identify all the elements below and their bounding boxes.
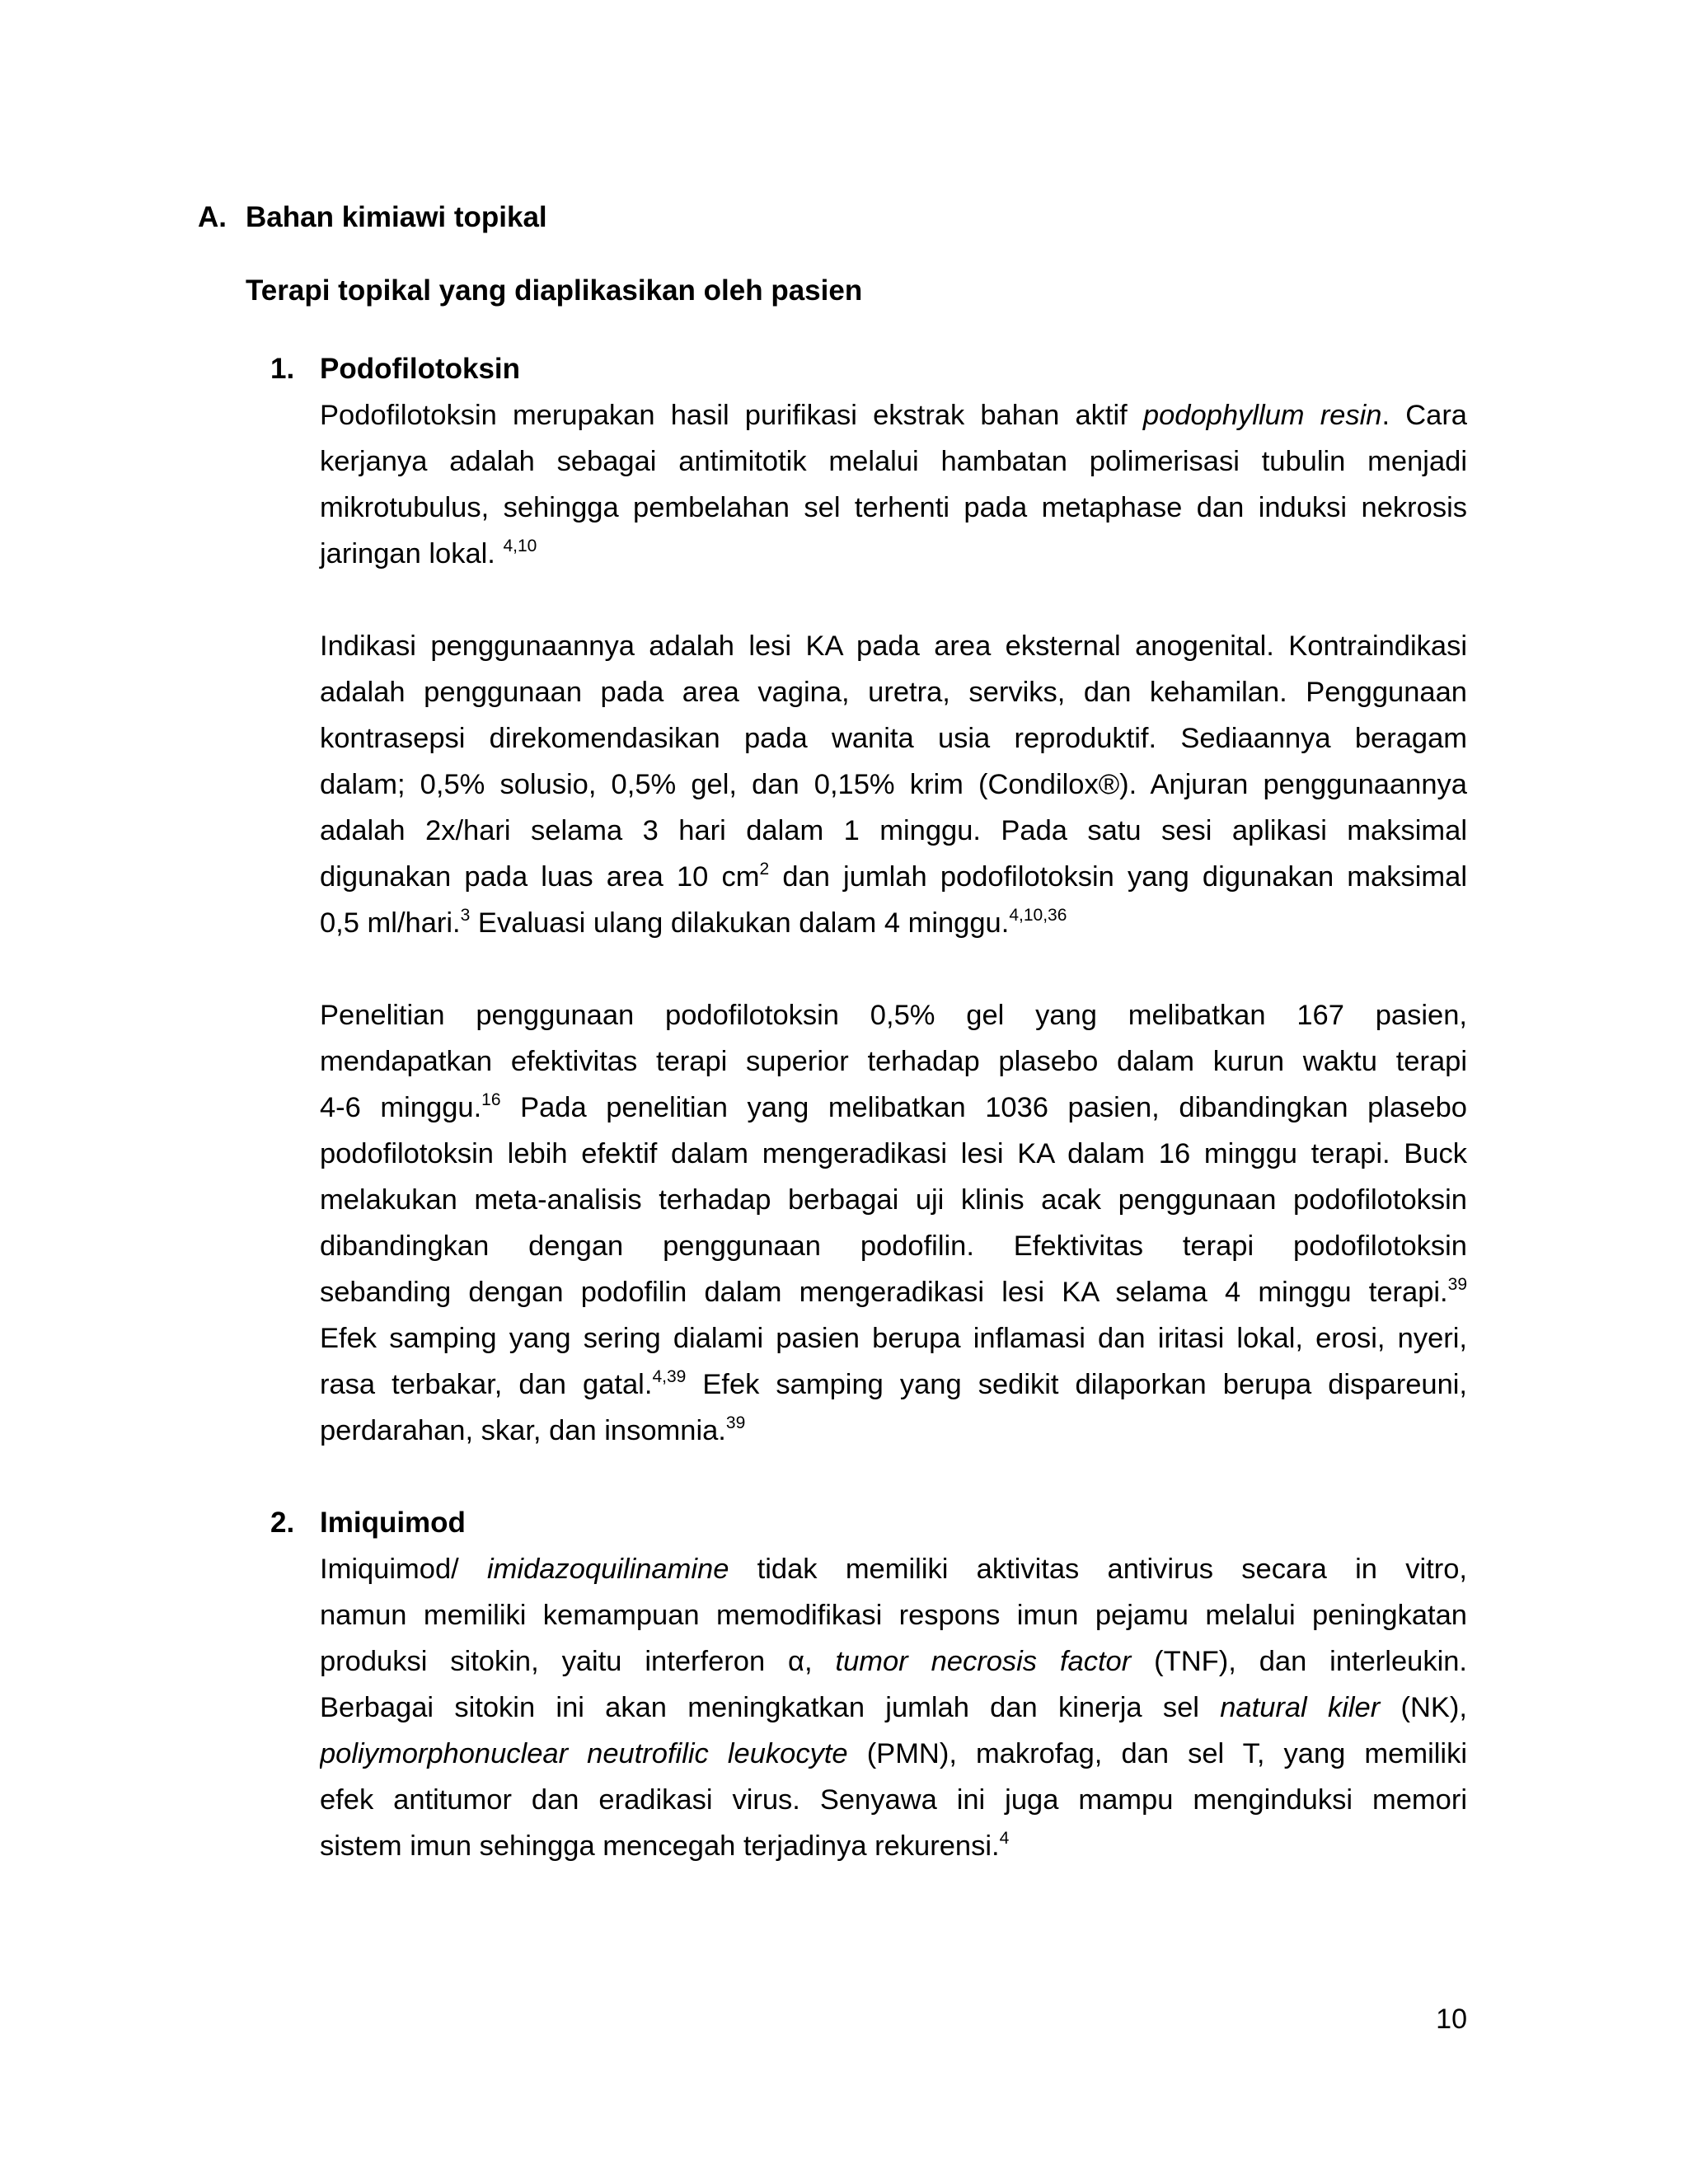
- italic-term: tumor necrosis factor: [835, 1646, 1132, 1677]
- text-line: dalam; 0,5% solusio, 0,5% gel, dan 0,15% krim (Condilox®). Anjuran penggunaannya: [320, 769, 1467, 800]
- text-line: produksi sitokin, yaitu interferon α, tumor necrosis factor (TNF), dan interleukin.: [320, 1646, 1467, 1677]
- citation-superscript: 39: [1447, 1274, 1467, 1294]
- text-line: Imiquimod/ imidazoquilinamine tidak memiliki aktivitas antivirus secara in vitro,: [320, 1554, 1467, 1585]
- citation-superscript: 4,10: [503, 536, 537, 555]
- text-line: efek antitumor dan eradikasi virus. Senyawa ini juga mampu menginduksi memori: [320, 1784, 1467, 1816]
- italic-term: natural kiler: [1220, 1692, 1381, 1723]
- text-line: Penelitian penggunaan podofilotoksin 0,5% gel yang melibatkan 167 pasien,: [320, 1000, 1467, 1031]
- text-line: adalah 2x/hari selama 3 hari dalam 1 minggu. Pada satu sesi aplikasi maksimal: [320, 815, 1467, 846]
- item-heading: Imiquimod: [320, 1507, 466, 1539]
- text-line: namun memiliki kemampuan memodifikasi respons imun pejamu melalui peningkatan: [320, 1600, 1467, 1631]
- citation-superscript: 2: [759, 859, 770, 879]
- text-line: Indikasi penggunaannya adalah lesi KA pada area eksternal anogenital. Kontraindikasi: [320, 630, 1467, 662]
- citation-superscript: 4: [999, 1828, 1010, 1848]
- text-line: 4-6 minggu.$^{16}$ Pada penelitian yang melibatkan 1036 pasien, dibandingkan plasebo: [320, 1090, 1467, 1123]
- italic-term: imidazoquilinamine: [487, 1554, 729, 1585]
- italic-term: podophyllum resin: [1142, 400, 1382, 431]
- section-marker: A.: [198, 201, 227, 233]
- citation-superscript: 39: [725, 1413, 746, 1432]
- paragraph: [320, 623, 1467, 946]
- text-line: dibandingkan dengan penggunaan podofilin. Efektivitas terapi podofilotoksin: [320, 1230, 1467, 1262]
- text-line: melakukan meta-analisis terhadap berbagai uji klinis acak penggunaan podofilotoksin: [320, 1184, 1467, 1216]
- subsection-title: Terapi topikal yang diaplikasikan oleh pasien: [246, 274, 863, 307]
- text-line: mikrotubulus, sehingga pembelahan sel terhenti pada metaphase dan induksi nekrosis: [320, 492, 1467, 523]
- item-heading: Podofilotoksin: [320, 353, 521, 385]
- paragraph: [320, 392, 1467, 577]
- paragraph: [320, 992, 1467, 1454]
- text-line: Efek samping yang sering dialami pasien berupa inflamasi dan iritasi lokal, erosi, nyeri,: [320, 1323, 1467, 1354]
- text-line: kontrasepsi direkomendasikan pada wanita usia reproduktif. Sediaannya beragam: [320, 723, 1467, 754]
- text-line: digunakan pada luas area 10 $cm^2$ dan jumlah podofilotoksin yang digunakan maksimal: [320, 859, 1467, 893]
- text-line: rasa terbakar, dan gatal.$^{4,39}$ Efek samping yang sedikit dilaporkan berupa dispareuni,: [320, 1366, 1467, 1400]
- item-number: 2.: [270, 1507, 295, 1539]
- italic-term: poliymorphonuclear neutrofilic leukocyte: [320, 1738, 848, 1769]
- text-line: 0,5 ml/hari.$^3$ Evaluasi ulang dilakukan dalam 4 minggu.$^{4,10,36}$: [320, 905, 1067, 939]
- text-line: sistem imun sehingga mencegah terjadinya rekurensi.$^4$: [320, 1828, 1010, 1862]
- text-line: jaringan lokal. $^{4,10}$: [320, 536, 537, 569]
- text-line: Berbagai sitokin ini akan meningkatkan jumlah dan kinerja sel natural kiler (NK),: [320, 1692, 1467, 1723]
- text-line: poliymorphonuclear neutrofilic leukocyte (PMN), makrofag, dan sel T, yang memiliki: [320, 1738, 1467, 1769]
- item-number: 1.: [270, 353, 295, 385]
- text-line: Podofilotoksin merupakan hasil purifikasi ekstrak bahan aktif podophyllum resin. Cara: [320, 400, 1467, 431]
- text-line: podofilotoksin lebih efektif dalam mengeradikasi lesi KA dalam 16 minggu terapi. Buck: [320, 1138, 1467, 1169]
- text-line: kerjanya adalah sebagai antimitotik melalui hambatan polimerisasi tubulin menjadi: [320, 446, 1467, 477]
- citation-superscript: 16: [481, 1090, 501, 1109]
- citation-superscript: 4,10,36: [1009, 905, 1067, 925]
- text-line: mendapatkan efektivitas terapi superior terhadap plasebo dalam kurun waktu terapi: [320, 1046, 1467, 1077]
- page-number: 10: [1436, 2004, 1467, 2035]
- citation-superscript: 3: [460, 905, 471, 925]
- section-title: Bahan kimiawi topikal: [246, 201, 547, 233]
- text-line: adalah penggunaan pada area vagina, uretra, serviks, dan kehamilan. Penggunaan: [320, 677, 1467, 708]
- text-line: perdarahan, skar, dan insomnia.$^{39}$: [320, 1413, 746, 1446]
- text-line: sebanding dengan podofilin dalam mengeradikasi lesi KA selama 4 minggu terapi.$^{39}$: [320, 1274, 1467, 1308]
- citation-superscript: 4,39: [652, 1366, 687, 1386]
- paragraph: [320, 1546, 1467, 1869]
